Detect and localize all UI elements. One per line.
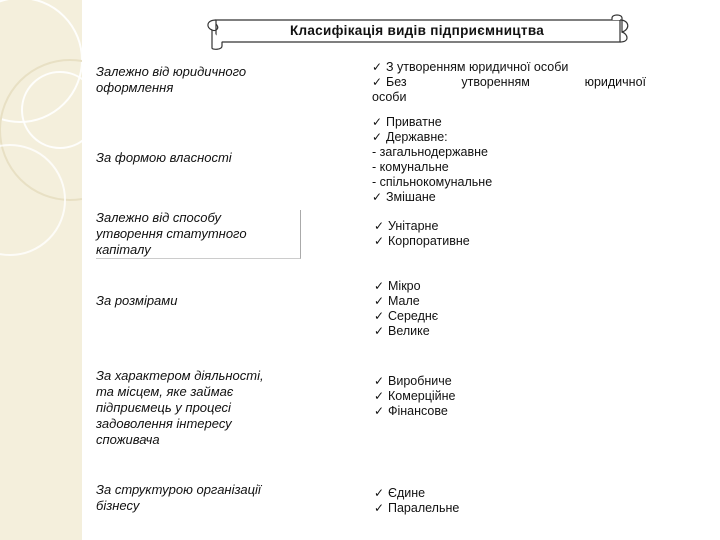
criterion-line: споживача: [96, 432, 160, 447]
option-label: Унітарне: [388, 219, 439, 233]
page-title: Класифікація видів підприємництва: [289, 23, 545, 38]
list-item: [372, 130, 492, 145]
checkmark-icon: ✓: [374, 324, 385, 338]
list-item: [374, 324, 438, 339]
checkmark-icon: ✓: [372, 60, 383, 74]
list-item: [374, 294, 438, 309]
criterion-activity: [96, 368, 326, 448]
criterion-structure: [96, 482, 326, 514]
option-word: юридичної: [584, 75, 646, 89]
criterion-line: бізнесу: [96, 498, 140, 513]
criterion-capital: [96, 210, 301, 259]
criterion-line: капіталу: [96, 242, 151, 257]
list-item: [374, 404, 456, 419]
option-word: Без: [386, 75, 407, 89]
checkmark-icon: ✓: [374, 486, 385, 500]
criterion-size: [96, 293, 306, 309]
option-label: Велике: [388, 324, 430, 338]
checkmark-icon: ✓: [374, 219, 385, 233]
option-label: З утворенням юридичної особи: [386, 60, 569, 74]
slide-content: [82, 0, 720, 540]
criterion-ownership: [96, 150, 306, 166]
criterion-legal-form: [96, 64, 306, 96]
criterion-line: За розмірами: [96, 293, 178, 308]
checkmark-icon: ✓: [372, 75, 383, 89]
option-continuation: особи: [372, 90, 407, 104]
list-item: [374, 374, 456, 389]
sub-option: - спільнокомунальне: [372, 175, 493, 189]
option-label: Середнє: [388, 309, 439, 323]
checkmark-icon: ✓: [372, 190, 383, 204]
criterion-line: задоволення інтересу: [96, 416, 232, 431]
option-label: Паралельне: [388, 501, 460, 515]
checkmark-icon: ✓: [374, 501, 385, 515]
list-item: [374, 501, 459, 516]
options-legal-form: [372, 60, 646, 105]
list-item: [374, 309, 438, 324]
checkmark-icon: ✓: [374, 294, 385, 308]
option-label: Єдине: [388, 486, 426, 500]
options-ownership: [372, 115, 492, 205]
option-label: Державне:: [386, 130, 448, 144]
sub-option: - комунальне: [372, 160, 449, 174]
checkmark-icon: ✓: [372, 130, 383, 144]
criterion-line: За структурою організації: [96, 482, 261, 497]
list-item: [374, 486, 459, 501]
decorative-side-strip: [0, 0, 82, 540]
criterion-line: Залежно від способу: [96, 210, 222, 225]
option-label: Фінансове: [388, 404, 448, 418]
criterion-line: За характером діяльності,: [96, 368, 264, 383]
options-structure: [374, 486, 459, 516]
criterion-line: підприємець у процесі: [96, 400, 231, 415]
criterion-line: За формою власності: [96, 150, 232, 165]
option-word: утворенням: [461, 75, 530, 89]
option-label: Корпоративне: [388, 234, 470, 248]
option-label: Виробниче: [388, 374, 452, 388]
option-label: Мале: [388, 294, 420, 308]
checkmark-icon: ✓: [374, 234, 385, 248]
option-label: Мікро: [388, 279, 421, 293]
option-label: Змішане: [386, 190, 436, 204]
list-item: [372, 115, 492, 130]
options-activity: [374, 374, 456, 419]
options-capital: [374, 219, 470, 249]
option-label: Приватне: [386, 115, 442, 129]
criterion-line: оформлення: [96, 80, 174, 95]
checkmark-icon: ✓: [374, 279, 385, 293]
list-item: [374, 279, 438, 294]
list-item: [372, 190, 492, 205]
criterion-line: та місцем, яке займає: [96, 384, 234, 399]
checkmark-icon: ✓: [374, 374, 385, 388]
checkmark-icon: ✓: [374, 404, 385, 418]
list-item: [372, 60, 646, 75]
list-item: [374, 389, 456, 404]
checkmark-icon: ✓: [374, 389, 385, 403]
criterion-line: Залежно від юридичного: [96, 64, 247, 79]
checkmark-icon: ✓: [374, 309, 385, 323]
list-item: [374, 234, 470, 249]
option-label: Комерційне: [388, 389, 456, 403]
decorative-circles-icon: [0, 0, 82, 540]
sub-option: - загальнодержавне: [372, 145, 488, 159]
checkmark-icon: ✓: [372, 115, 383, 129]
list-item: [374, 219, 470, 234]
options-size: [374, 279, 438, 339]
title-banner: [202, 14, 632, 50]
list-item: [372, 75, 646, 90]
criterion-line: утворення статутного: [96, 226, 247, 241]
option-label-justified: [386, 75, 646, 90]
